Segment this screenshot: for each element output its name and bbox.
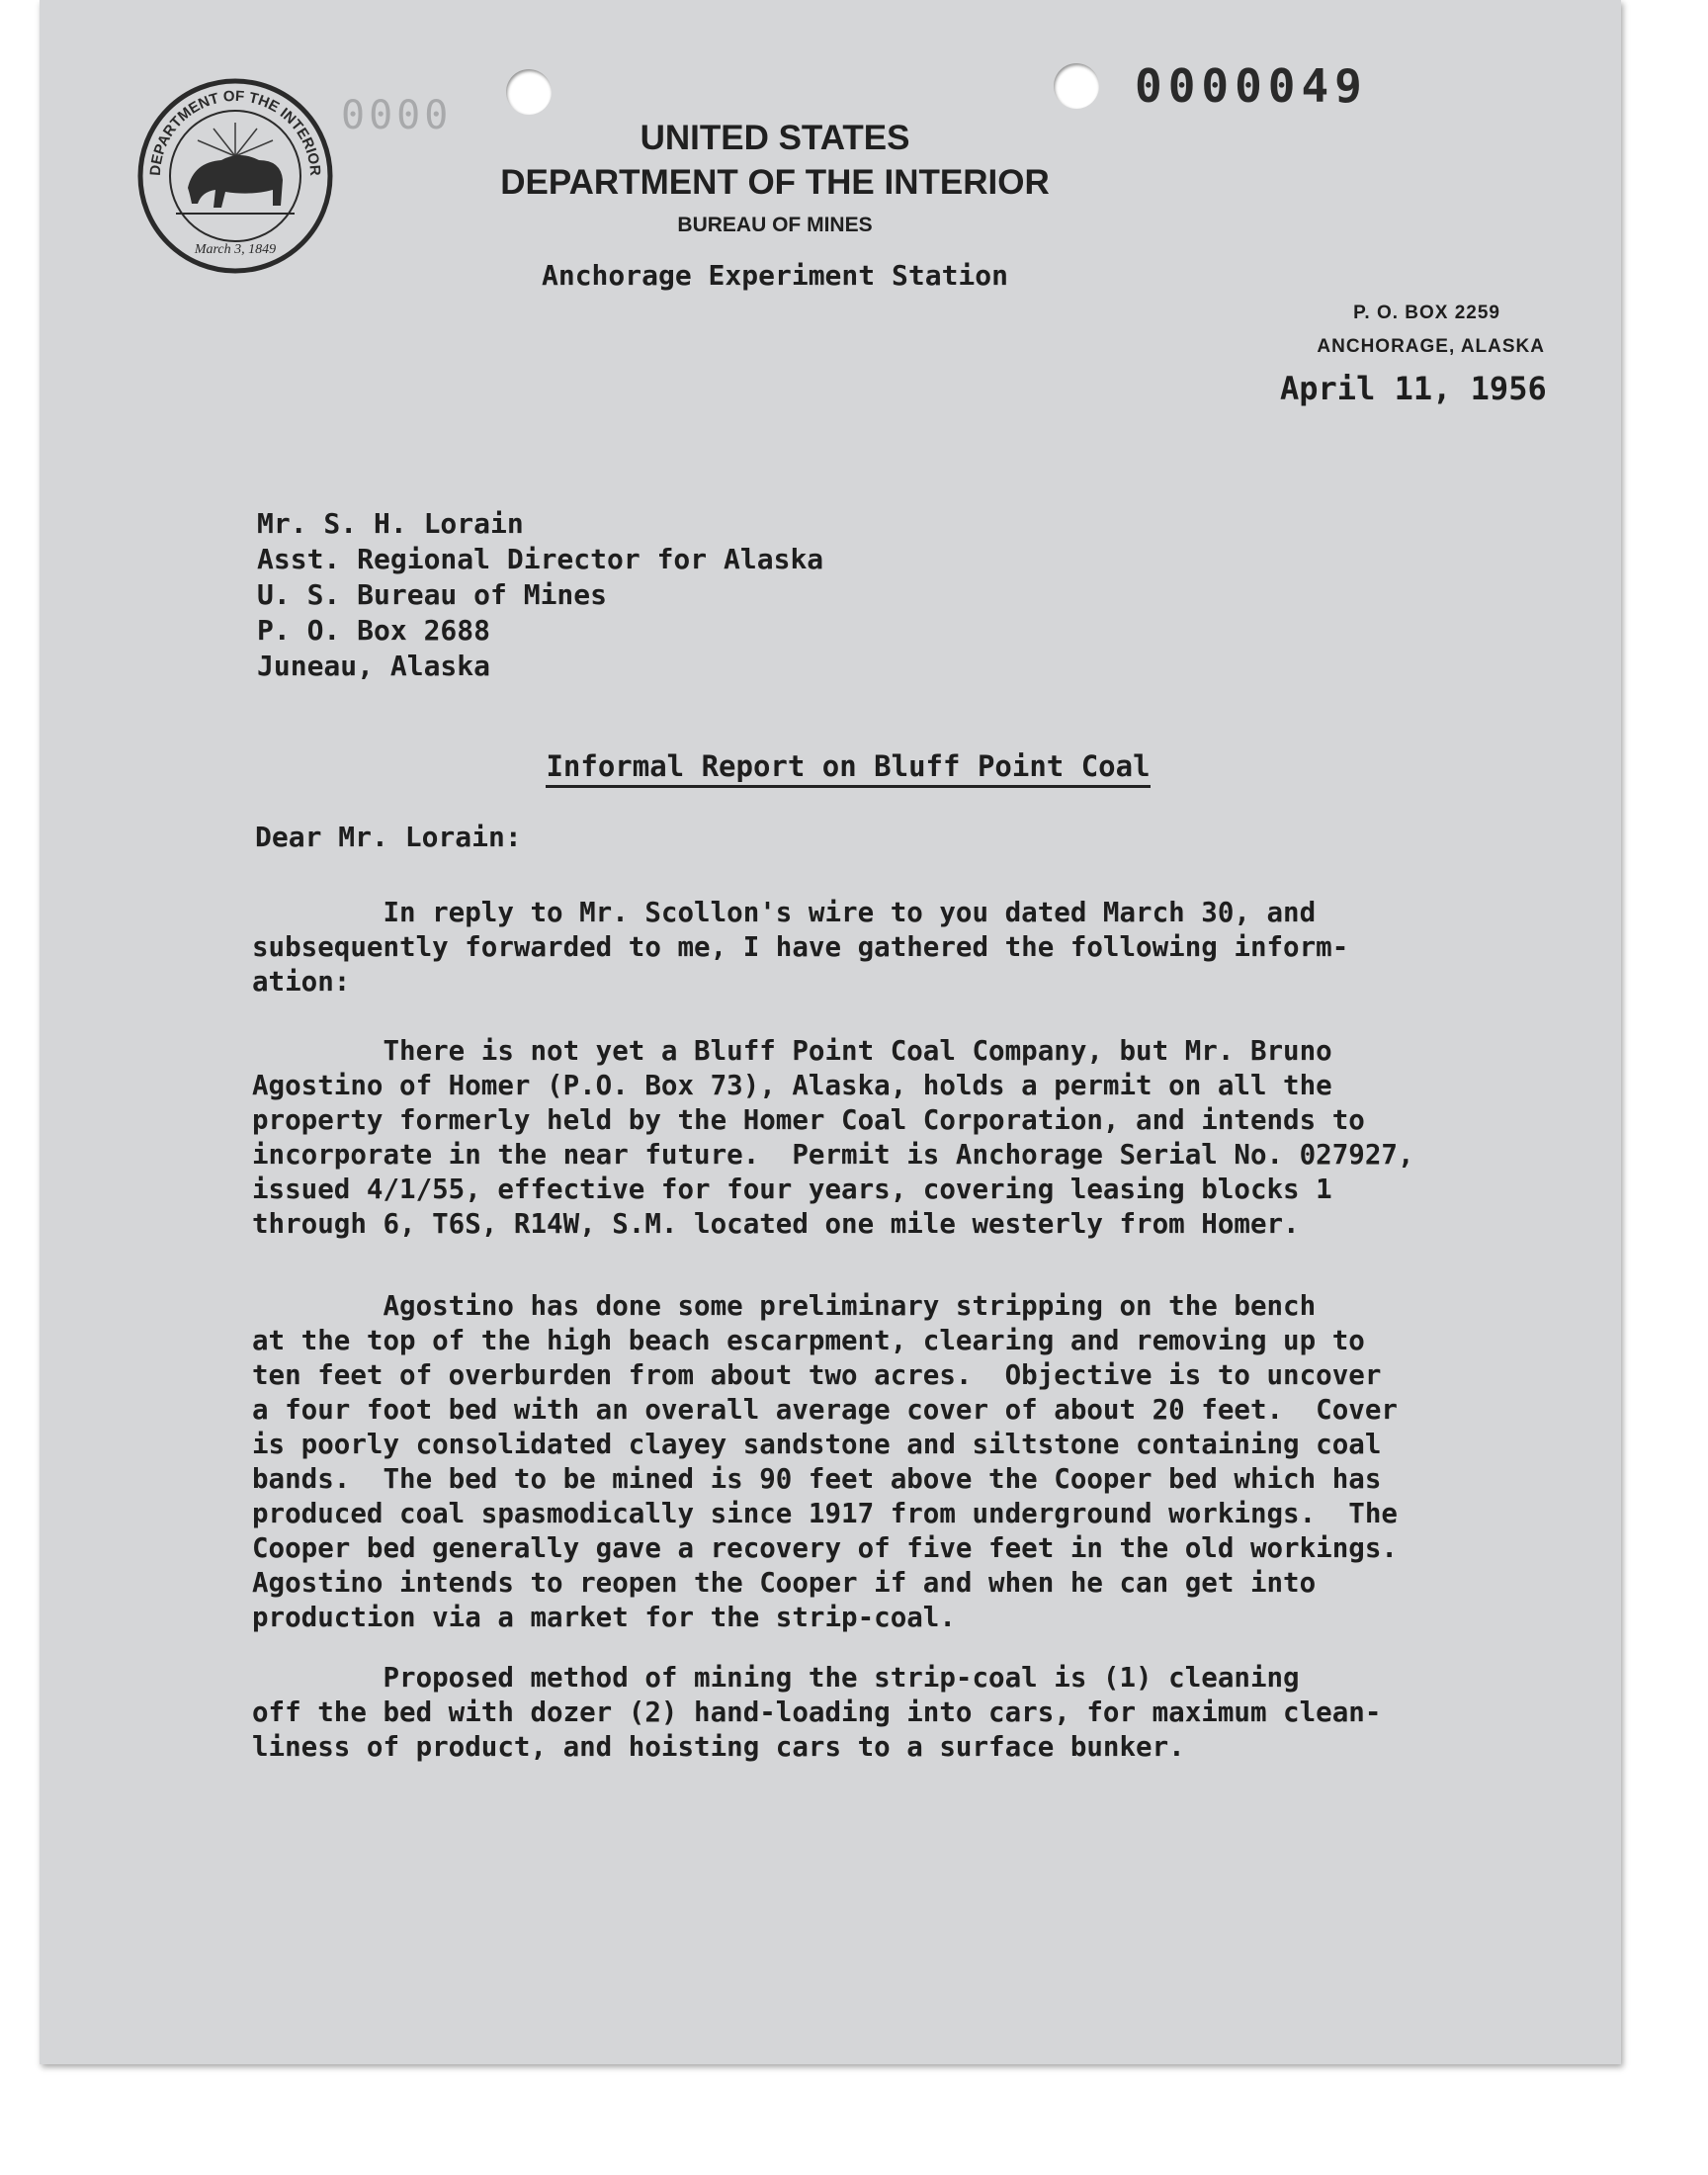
body-paragraph (252, 1034, 1438, 1242)
paragraph-line: Proposed method of mining the strip-coal is (1) cleaning (252, 1662, 1300, 1694)
letter-date: April 11, 1956 (1280, 370, 1547, 407)
paragraph-line: off the bed with dozer (2) hand-loading into cars, for maximum clean- (252, 1696, 1382, 1728)
recipient-line: U. S. Bureau of Mines (257, 578, 608, 611)
svg-text:DEPARTMENT OF THE INTERIOR: DEPARTMENT OF THE INTERIOR (146, 87, 324, 177)
paragraph-line: a four foot bed with an overall average cover of about 20 feet. Cover (252, 1394, 1398, 1426)
paragraph-line: ten feet of overburden from about two acres. Objective is to uncover (252, 1359, 1382, 1391)
paragraph-line: ation: (252, 966, 351, 998)
recipient-line: Juneau, Alaska (257, 650, 491, 682)
letterhead-line-2: DEPARTMENT OF THE INTERIOR (500, 163, 1050, 202)
paragraph-line: Agostino intends to reopen the Cooper if and when he can get into (252, 1567, 1317, 1599)
body-paragraph (252, 1289, 1438, 1635)
punch-hole-left (506, 69, 552, 115)
paragraph-line: subsequently forwarded to me, I have gathered the following inform- (252, 931, 1349, 963)
paragraph-line: Agostino has done some preliminary stripping on the bench (252, 1290, 1317, 1322)
recipient-line: Mr. S. H. Lorain (257, 507, 524, 540)
paragraph-line: is poorly consolidated clayey sandstone and siltstone containing coal (252, 1429, 1382, 1460)
recipient-line: P. O. Box 2688 (257, 614, 491, 647)
salutation: Dear Mr. Lorain: (255, 821, 522, 853)
punch-hole-right (1054, 63, 1099, 109)
paragraph-line: liness of product, and hoisting cars to a surface bunker. (252, 1731, 1185, 1763)
paragraph-line: production via a market for the strip-coal. (252, 1602, 956, 1633)
paragraph-line: bands. The bed to be mined is 90 feet above the Cooper bed which has (252, 1463, 1382, 1495)
letterhead-bureau: BUREAU OF MINES (677, 214, 873, 236)
paragraph-line: There is not yet a Bluff Point Coal Company, but Mr. Bruno (252, 1035, 1332, 1067)
paragraph-line: property formerly held by the Homer Coal Corporation, and intends to (252, 1104, 1365, 1136)
svg-text:March 3, 1849: March 3, 1849 (194, 242, 277, 257)
faint-stamp-number: 0000 (341, 93, 453, 138)
subject-text: Informal Report on Bluff Point Coal (546, 749, 1150, 788)
recipient-line: Asst. Regional Director for Alaska (257, 543, 824, 575)
document-number-stamp: 0000049 (1135, 59, 1368, 113)
paragraph-line: through 6, T6S, R14W, S.M. located one mile westerly from Homer. (252, 1208, 1300, 1240)
city: ANCHORAGE, ALASKA (1317, 336, 1545, 357)
paragraph-line: incorporate in the near future. Permit is Anchorage Serial No. 027927, (252, 1139, 1414, 1171)
paragraph-line: issued 4/1/55, effective for four years, covering leasing blocks 1 (252, 1174, 1332, 1205)
paragraph-line: In reply to Mr. Scollon's wire to you dated March 30, and (252, 897, 1317, 928)
po-box: P. O. BOX 2259 (1353, 303, 1500, 323)
recipient-block (257, 506, 823, 684)
letterhead-station: Anchorage Experiment Station (541, 259, 1008, 292)
body-paragraph (252, 896, 1438, 1000)
body-paragraph (252, 1661, 1438, 1765)
letterhead-line-1: UNITED STATES (640, 119, 910, 157)
paragraph-line: at the top of the high beach escarpment, clearing and removing up to (252, 1325, 1365, 1356)
subject-line (0, 749, 1702, 783)
paragraph-line: produced coal spasmodically since 1917 from underground workings. The (252, 1498, 1398, 1529)
paragraph-line: Agostino of Homer (P.O. Box 73), Alaska, holds a permit on all the (252, 1070, 1332, 1101)
paragraph-line: Cooper bed generally gave a recovery of five feet in the old workings. (252, 1532, 1398, 1564)
